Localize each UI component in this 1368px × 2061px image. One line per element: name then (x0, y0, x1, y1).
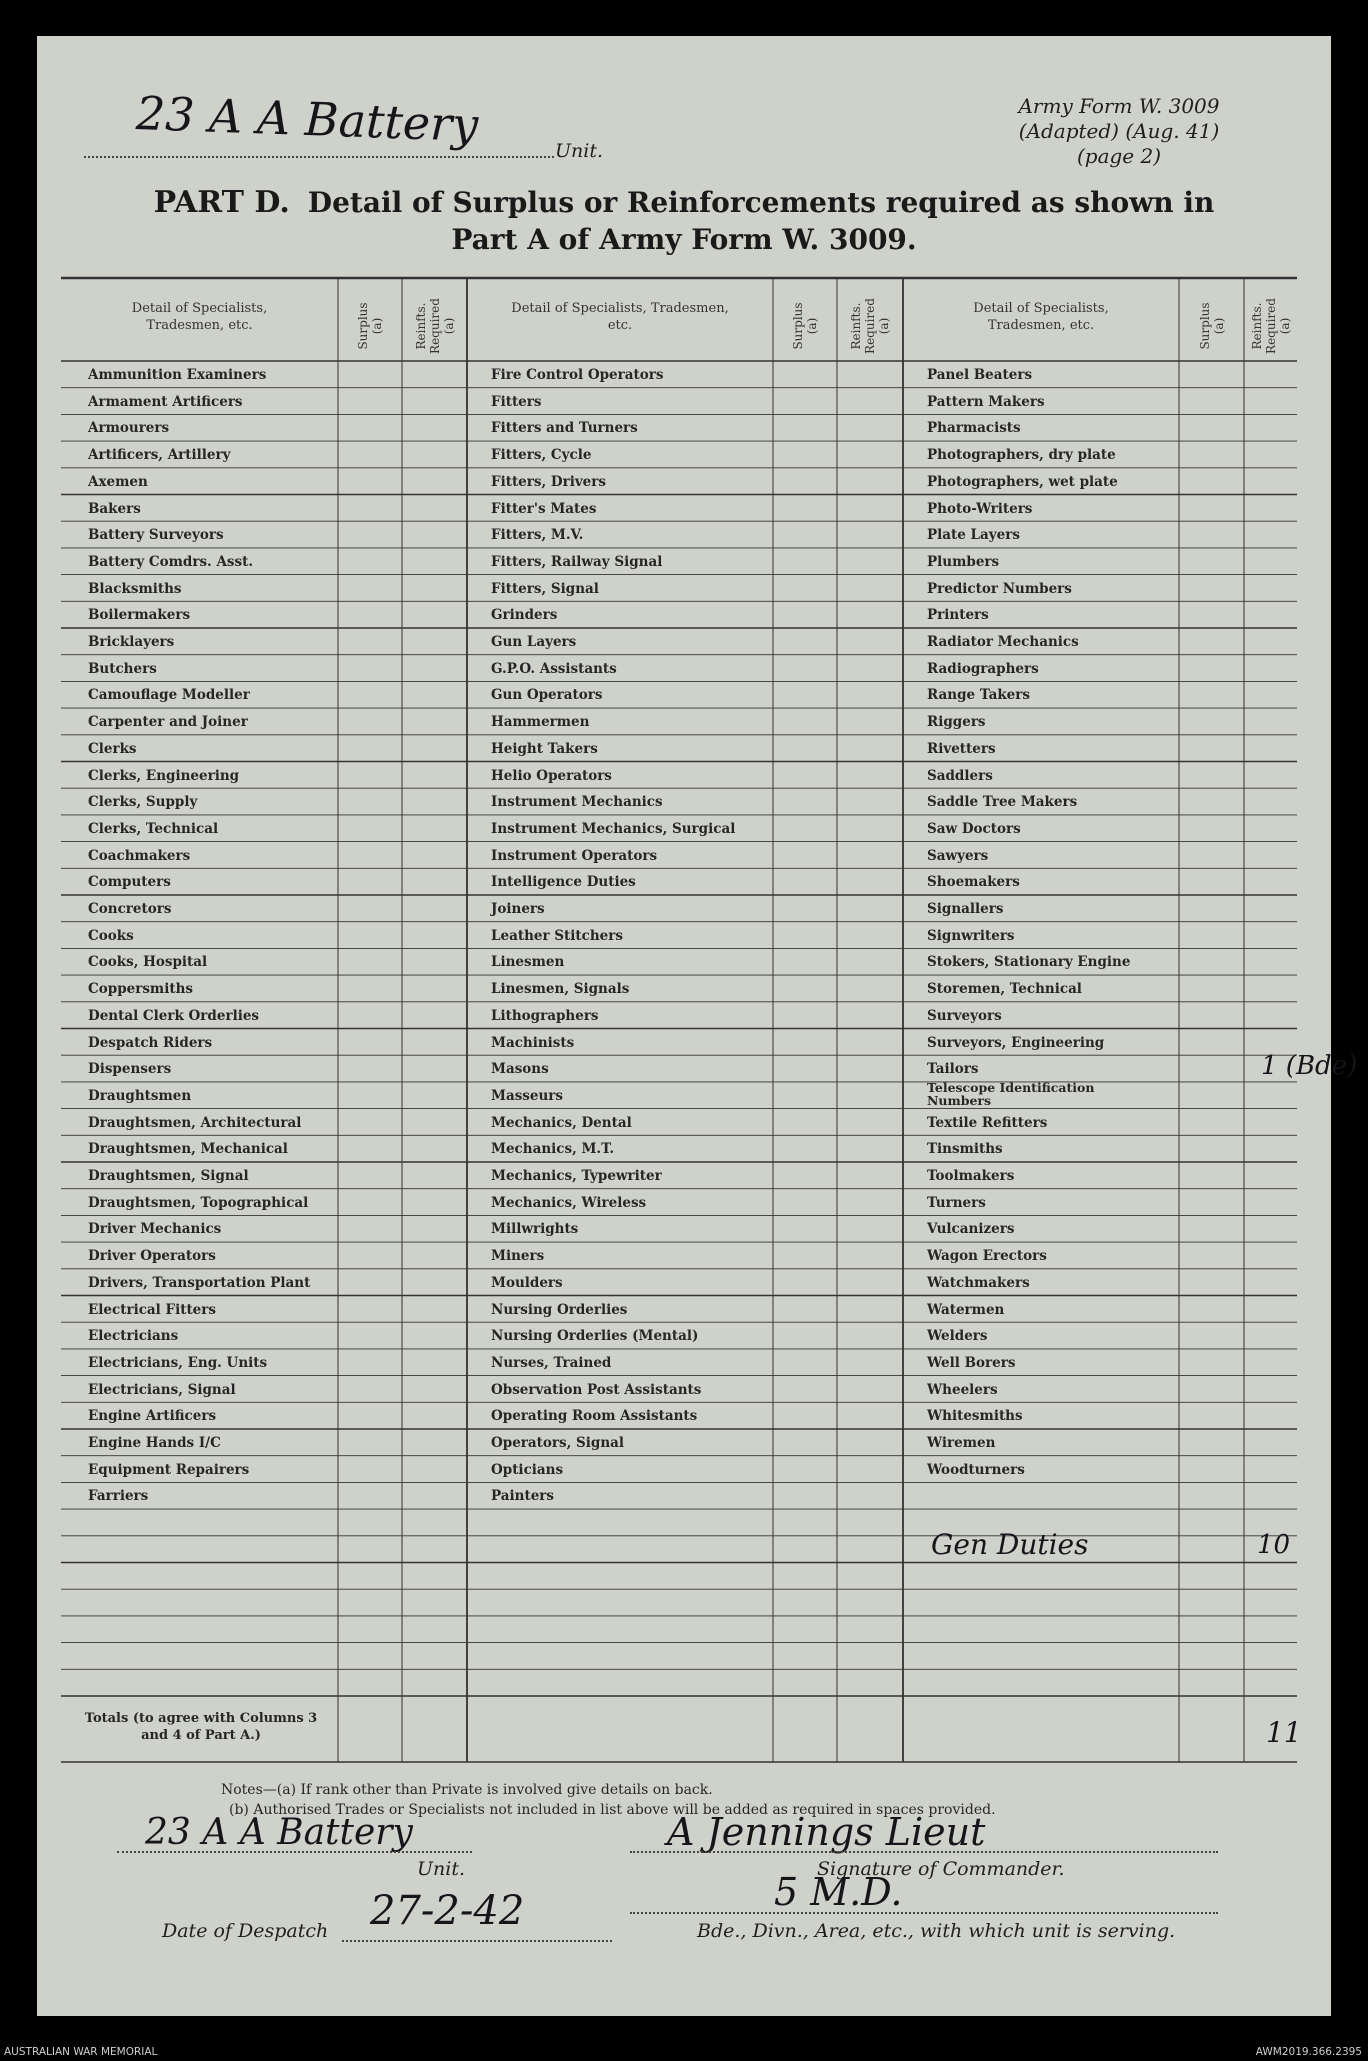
table-cell-trade: Coachmakers (88, 847, 191, 864)
table-cell-trade: Dispensers (88, 1061, 172, 1078)
table-cell-trade: Boilermakers (88, 607, 191, 624)
signature-line (630, 1851, 1218, 1853)
table-cell-trade: Welders (927, 1328, 988, 1345)
table-cell-trade: Nursing Orderlies (Mental) (491, 1328, 699, 1345)
table-cell-trade: Computers (88, 874, 171, 891)
note-b: (b) Authorised Trades or Specialists not included in list above will be added as required in spaces provided. (229, 1802, 996, 1818)
col-header-detail: Detail of Specialists, Tradesmen, etc. (973, 301, 1109, 333)
table-cell-trade: Ammunition Examiners (88, 367, 267, 383)
table-cell-trade: Watermen (927, 1301, 1005, 1318)
table-cell-trade: Equipment Repairers (88, 1461, 250, 1478)
date-of-despatch-label: Date of Despatch (162, 1920, 329, 1942)
table-cell-trade: Linesmen (491, 954, 565, 971)
table-cell-trade: Riggers (927, 714, 986, 731)
form-page (37, 36, 1358, 2016)
table-cell-trade: Bricklayers (88, 634, 175, 650)
table-cell-trade: Wagon Erectors (927, 1248, 1047, 1265)
title-line-2: Part A of Army Form W. 3009. (451, 223, 917, 256)
table-cell-trade: Fitters and Turners (491, 420, 638, 437)
col-header-reinfts: Reinfts. Required (a) (413, 298, 456, 354)
form-reference (984, 94, 1254, 169)
table-cell-trade: Engine Hands I/C (88, 1435, 221, 1451)
bde-handwritten: 5 M.D. (774, 1870, 903, 1914)
col-header-detail: Detail of Specialists, Tradesmen, etc. (131, 301, 268, 333)
table-cell-trade: Gun Layers (491, 634, 577, 650)
table-cell-trade: Turners (927, 1194, 986, 1211)
table-cell-trade: Fitters, M.V. (491, 527, 584, 544)
table-cell-trade: Fitters, Drivers (491, 473, 606, 490)
table-cell-trade: Range Takers (927, 687, 1030, 704)
date-of-despatch-handwritten: 27-2-42 (370, 1888, 525, 1934)
table-cell-trade: Sawyers (927, 847, 989, 864)
table-cell-trade: Watchmakers (927, 1274, 1030, 1291)
table-cell-trade: Saw Doctors (927, 820, 1021, 837)
table-cell-trade: Opticians (491, 1461, 564, 1478)
table-cell-trade: Leather Stitchers (491, 927, 623, 944)
table-cell-trade: Driver Operators (88, 1248, 216, 1265)
table-cell-trade: G.P.O. Assistants (491, 660, 617, 677)
unit-handwritten: 23 A A Battery (135, 86, 480, 152)
col-header-surplus: Surplus (a) (791, 302, 819, 350)
table-cell-trade: Artificers, Artillery (88, 447, 231, 464)
table-cell-trade: Masseurs (491, 1087, 564, 1104)
table-cell-trade: Electrical Fitters (88, 1301, 216, 1318)
table-cell-trade: Fire Control Operators (491, 367, 664, 383)
table-cell-trade: Height Takers (491, 740, 598, 757)
gen-duties-handwritten: Gen Duties (931, 1527, 1089, 1561)
table-cell-trade: Printers (927, 607, 989, 624)
table-cell-trade: Operating Room Assistants (491, 1408, 698, 1425)
table-cell-trade: Carpenter and Joiner (88, 714, 248, 731)
table-cell-trade: Plumbers (927, 553, 1000, 570)
form-ref-line: (page 2) (1076, 144, 1162, 168)
table-cell-trade: Concretors (88, 901, 172, 917)
table-cell-trade: Battery Comdrs. Asst. (88, 553, 254, 570)
unit-dotted-line (84, 156, 554, 158)
table-cell-trade: Electricians, Signal (88, 1381, 236, 1398)
signature-label: Signature of Commander. (817, 1858, 1065, 1880)
table-cell-trade: Woodturners (927, 1461, 1025, 1478)
table-cell-trade: Predictor Numbers (927, 580, 1072, 597)
bde-label: Bde., Divn., Area, etc., with which unit is serving. (697, 1920, 1176, 1942)
form-ref-line: Army Form W. 3009 (1018, 94, 1220, 118)
table-cell-trade: Bakers (88, 500, 141, 517)
archive-caption-right: AWM2019.366.2395 (1255, 2046, 1362, 2058)
table-cell-trade: Gun Operators (491, 687, 603, 704)
table-cell-trade: Fitters, Cycle (491, 447, 592, 464)
gen-duties-reinfts-handwritten: 10 (1257, 1529, 1291, 1560)
table-cell-trade: Intelligence Duties (491, 874, 636, 891)
table-cell-trade: Instrument Mechanics (491, 794, 663, 811)
table-cell-trade: Moulders (491, 1274, 563, 1291)
table-cell-trade: Whitesmiths (927, 1408, 1023, 1425)
table-cell-trade: Telescope Identification Numbers (927, 1079, 1095, 1108)
table-cell-trade: Electricians (88, 1328, 179, 1345)
unit-label: Unit. (555, 140, 604, 162)
col-header-reinfts: Reinfts. Required (a) (849, 298, 891, 354)
note-a: Notes—(a) If rank other than Private is involved give details on back. (221, 1782, 713, 1798)
col-header-detail: Detail of Specialists, Tradesmen, etc. (511, 301, 729, 333)
table-cell-trade: Wheelers (927, 1381, 998, 1398)
col-header-reinfts: Reinfts. Required (a) (1249, 298, 1292, 354)
table-cell-trade: Pharmacists (927, 420, 1021, 437)
table-cell-trade: Painters (491, 1488, 555, 1505)
archive-caption-left: AUSTRALIAN WAR MEMORIAL (4, 2046, 158, 2058)
table-cell-trade: Textile Refitters (927, 1114, 1048, 1131)
table-cell-trade: Mechanics, Wireless (491, 1194, 647, 1211)
table-cell-trade: Clerks, Engineering (88, 767, 240, 784)
table-cell-trade: Camouflage Modeller (88, 687, 250, 704)
table-cell-trade: Shoemakers (927, 874, 1020, 891)
table-cell-trade: Stokers, Stationary Engine (927, 954, 1131, 971)
table-cell-trade: Fitter's Mates (491, 500, 597, 517)
col-header-surplus: Surplus (a) (356, 302, 384, 350)
table-cell-trade: Surveyors (927, 1007, 1002, 1024)
table-cell-trade: Saddlers (927, 767, 993, 784)
table-cell-trade: Surveyors, Engineering (927, 1034, 1105, 1051)
commander-signature: A Jennings Lieut (667, 1810, 986, 1854)
table-cell-trade: Fitters, Signal (491, 580, 599, 597)
table-cell-trade: Operators, Signal (491, 1435, 625, 1451)
table-cell-trade: Electricians, Eng. Units (88, 1354, 268, 1371)
part-label: PART D. (153, 185, 290, 220)
table-cell-trade: Vulcanizers (927, 1221, 1015, 1238)
form-ref-line: (Adapted) (Aug. 41) (1018, 119, 1220, 143)
specialists-table (61, 278, 1358, 1768)
table-cell-trade: Engine Artificers (88, 1408, 217, 1425)
table-cell-trade: Panel Beaters (927, 367, 1033, 383)
table-cell-trade: Mechanics, Typewriter (491, 1168, 662, 1184)
table-cell-trade: Armourers (88, 420, 170, 437)
table-cell-trade: Photographers, wet plate (927, 473, 1118, 490)
table-cell-trade: Tinsmiths (927, 1141, 1003, 1158)
table-cell-trade: Axemen (88, 473, 148, 490)
tailors-reinfts-handwritten: 1 (Bde) (1261, 1051, 1358, 1082)
table-cell-trade: Dental Clerk Orderlies (88, 1007, 260, 1024)
table-cell-trade: Butchers (88, 660, 157, 677)
title-line-1: Detail of Surplus or Reinforcements required as shown in (307, 186, 1215, 219)
table-cell-trade: Clerks (88, 740, 137, 757)
table-cell-trade: Fitters (491, 393, 542, 410)
table-cell-trade: Draughtsmen, Signal (88, 1168, 249, 1184)
form-title (37, 184, 1331, 258)
table-cell-trade: Mechanics, Dental (491, 1114, 632, 1131)
table-cell-trade: Miners (491, 1248, 545, 1265)
table-cell-trade: Tailors (927, 1061, 979, 1078)
table-cell-trade: Millwrights (491, 1221, 579, 1238)
table-cell-trade: Machinists (491, 1034, 575, 1051)
col-header-surplus: Surplus (a) (1197, 302, 1226, 350)
table-cell-trade: Blacksmiths (88, 580, 182, 597)
table-cell-trade: Rivetters (927, 740, 996, 757)
table-cell-trade: Farriers (88, 1488, 149, 1505)
table-cell-trade: Pattern Makers (927, 393, 1045, 410)
table-cell-trade: Wiremen (927, 1435, 996, 1451)
table-cell-trade: Clerks, Technical (88, 820, 219, 837)
table-cell-trade: Helio Operators (491, 767, 612, 784)
totals-reinfts-handwritten: 11 (1266, 1716, 1302, 1749)
table-cell-trade: Nurses, Trained (491, 1354, 612, 1371)
table-cell-trade: Clerks, Supply (88, 794, 198, 811)
table-cell-trade: Mechanics, M.T. (491, 1141, 615, 1158)
table-cell-trade: Storemen, Technical (927, 981, 1082, 998)
table-cell-trade: Grinders (491, 607, 558, 624)
table-cell-trade: Battery Surveyors (88, 527, 224, 544)
bde-line (630, 1912, 1218, 1914)
table-cell-trade: Radiographers (927, 660, 1039, 677)
table-cell-trade: Draughtsmen (88, 1087, 192, 1104)
table-cell-trade: Coppersmiths (88, 981, 193, 998)
table-cell-trade: Draughtsmen, Topographical (88, 1194, 309, 1211)
table-cell-trade: Driver Mechanics (88, 1221, 222, 1238)
table-cell-trade: Armament Artificers (88, 393, 243, 410)
table-cell-trade: Observation Post Assistants (491, 1381, 702, 1398)
footer-unit-handwritten: 23 A A Battery (145, 1812, 413, 1853)
table-cell-trade: Instrument Operators (491, 847, 658, 864)
table-cell-trade: Instrument Mechanics, Surgical (491, 820, 736, 837)
table-cell-trade: Joiners (491, 901, 545, 917)
totals-label: Totals (to agree with Columns 3 and 4 of Part A.) (84, 1711, 318, 1743)
table-cell-trade: Photographers, dry plate (927, 447, 1116, 464)
table-cell-trade: Cooks (88, 927, 134, 944)
table-cell-trade: Plate Layers (927, 527, 1020, 544)
table-cell-trade: Drivers, Transportation Plant (88, 1274, 311, 1291)
table-cell-trade: Lithographers (491, 1007, 599, 1024)
table-cell-trade: Signwriters (927, 927, 1015, 944)
footer-unit-label: Unit. (417, 1858, 466, 1880)
table-cell-trade: Photo-Writers (927, 500, 1033, 517)
table-cell-trade: Nursing Orderlies (491, 1301, 628, 1318)
table-cell-trade: Toolmakers (927, 1168, 1015, 1184)
table-cell-trade: Cooks, Hospital (88, 954, 208, 971)
footer-unit-line (117, 1851, 472, 1853)
table-cell-trade: Signallers (927, 901, 1004, 917)
table-cell-trade: Fitters, Railway Signal (491, 553, 663, 570)
table-cell-trade: Despatch Riders (88, 1034, 213, 1051)
date-line (342, 1940, 612, 1942)
table-cell-trade: Draughtsmen, Architectural (88, 1114, 302, 1131)
table-cell-trade: Saddle Tree Makers (927, 794, 1078, 811)
table-cell-trade: Well Borers (927, 1354, 1016, 1371)
table-cell-trade: Linesmen, Signals (491, 981, 630, 998)
table-cell-trade: Radiator Mechanics (927, 634, 1079, 650)
table-cell-trade: Hammermen (491, 714, 590, 731)
table-cell-trade: Masons (491, 1061, 549, 1078)
table-cell-trade: Draughtsmen, Mechanical (88, 1141, 288, 1158)
